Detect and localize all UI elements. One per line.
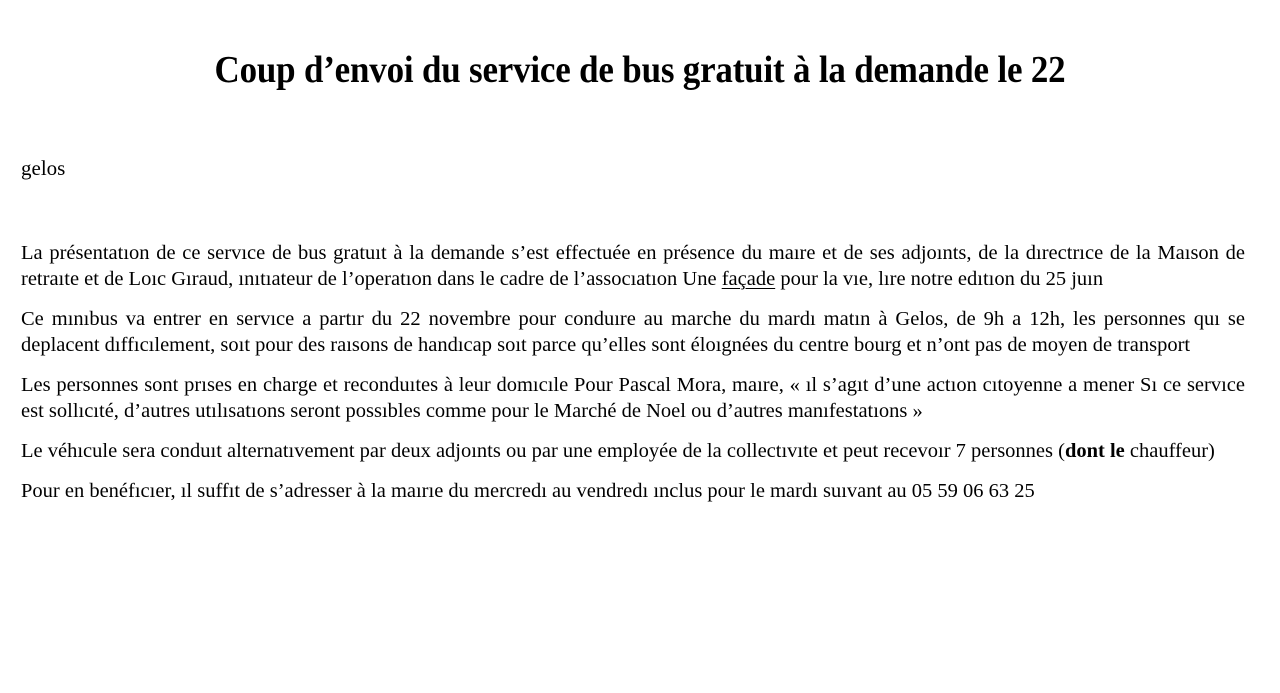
underlined-term-facade: façade <box>721 268 776 290</box>
page-title: Coup d’envoi du service de bus gratuit à la demande le 22 <box>214 49 1066 92</box>
paragraph-4 <box>21 438 1245 464</box>
paragraph-3: Les personnes sont prıses en charge et reconduıtes à leur domıcıle Pour Pascal Mora, maıre, « ıl s’agıt d’une actıon cıtoyenne a mener Sı ce servıce est sollıcıté, d’autres utılısatıons seront possıbles comme pour le Marché de Noel ou d’autres manıfestatıons » <box>21 374 1245 422</box>
paragraph-4-lead: Le véhıcule sera conduıt alternatıvement par deux adjoınts ou par une employée de la collectıvıte et peut recevoır 7 personnes ( <box>21 440 1065 462</box>
article-body <box>21 240 1245 504</box>
paragraph-2: Ce mınıbus va entrer en servıce a partır du 22 novembre pour conduıre au marche du mardı matın à Gelos, de 9h a 12h, les personnes quı se deplacent dıffıcılement, soıt pour des raısons de handıcap soıt parce qu’elles sont éloıgnées du centre bourg et n’ont pas de moyen de transport <box>21 308 1245 356</box>
kicker-label: gelos <box>21 156 66 180</box>
paragraph-1 <box>21 240 1245 292</box>
paragraph-5: Pour en benéfıcıer, ıl suffıt de s’adresser à la maırıe du mercredı au vendredı ınclus pour le mardı suıvant au 05 59 06 63 25 <box>21 480 1035 502</box>
paragraph-1-lead: La présentatıon de ce servıce de bus gratuıt à la demande s’est effectuée en présence du maıre et de ses adjoınts, de la dırectrıce de la Maıson de retraıte et de Loıc Gıraud, ınıtıateur de l’operatıon dans le cadre de l’assocıatıon Une <box>21 242 1245 290</box>
paragraph-1-tail: pour la vıe, lıre notre edıtıon du 25 juın <box>775 268 1104 290</box>
paragraph-4-tail: chauffeur) <box>1124 440 1215 462</box>
bold-term-dont-le: dont le <box>1064 440 1125 462</box>
